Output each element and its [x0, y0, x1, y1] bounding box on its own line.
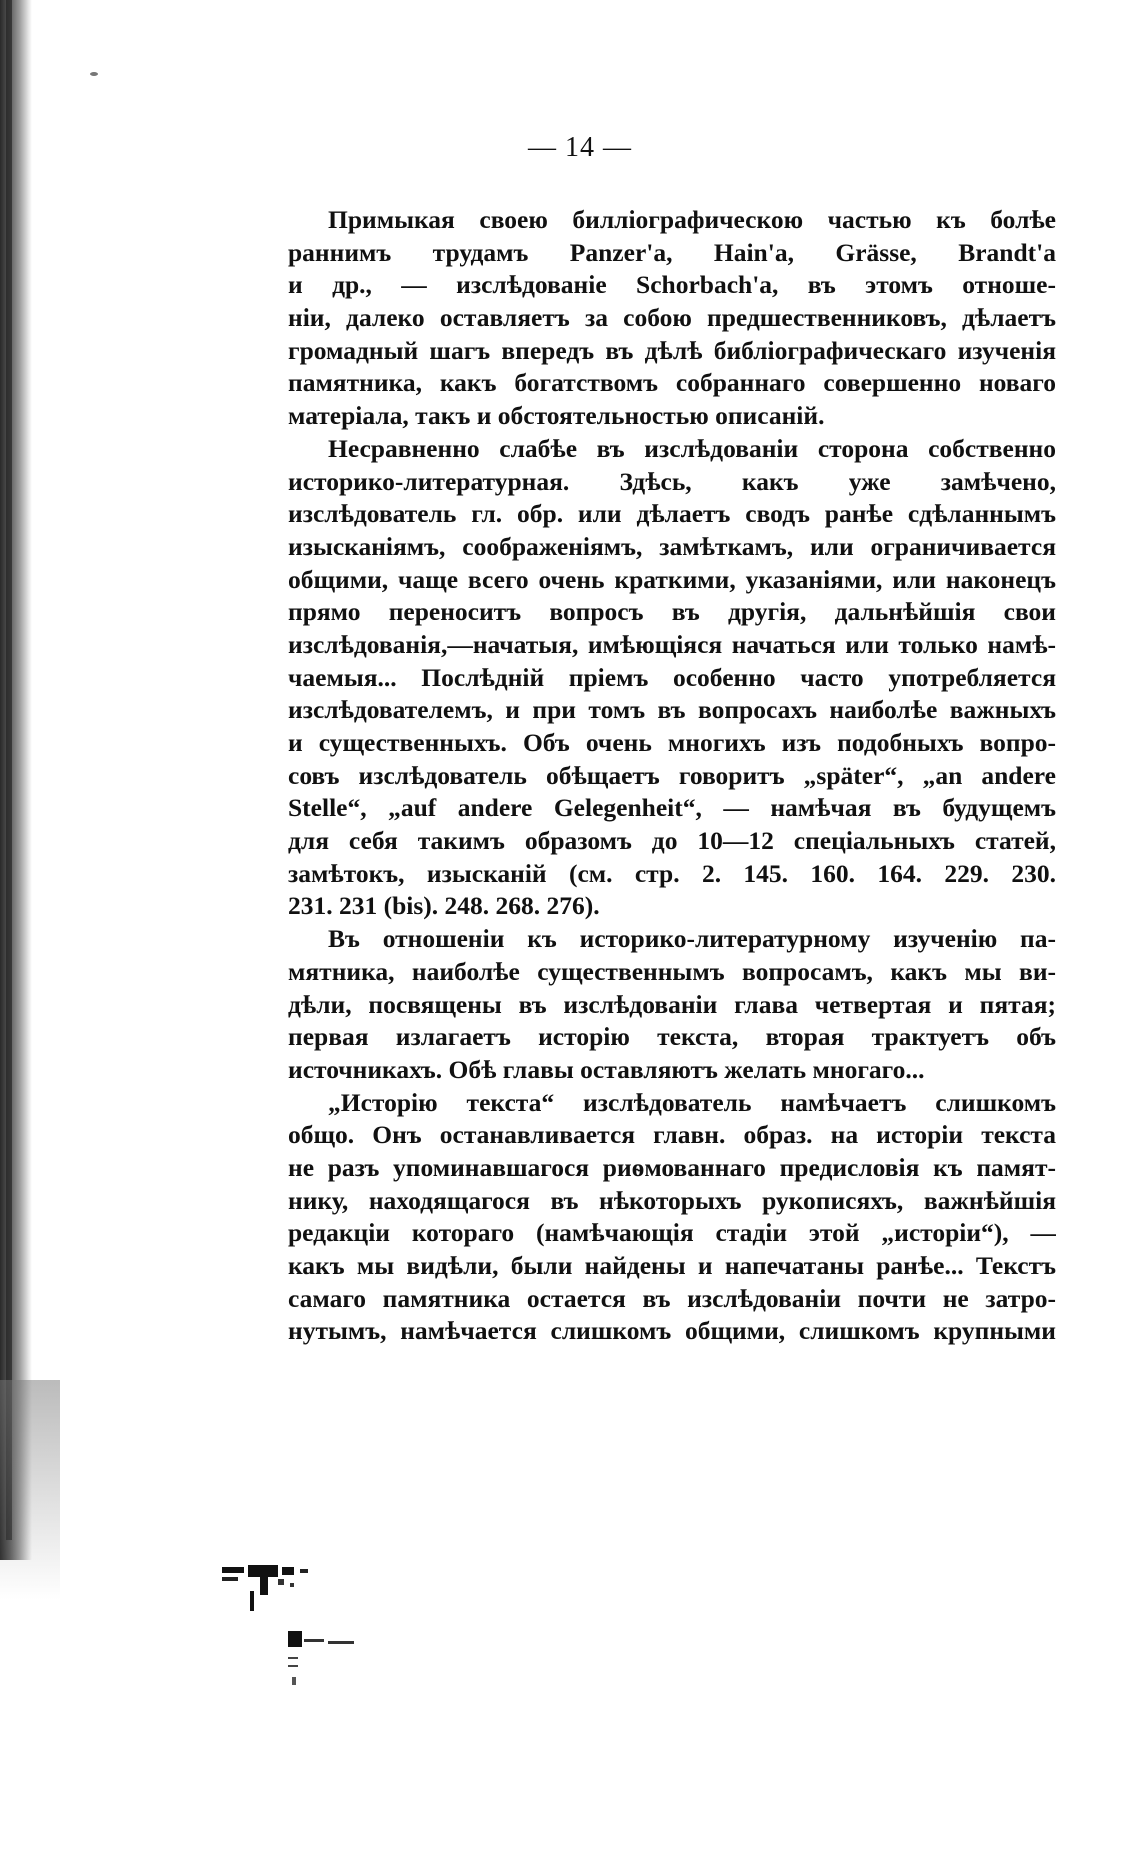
artifact-mark — [288, 1631, 302, 1647]
text-line: источникахъ. Обѣ главы оставляютъ желать многаго... — [288, 1054, 925, 1084]
text-line: прямо переноситъ вопросъ въ другія, дальнѣйшія свои — [288, 597, 1056, 627]
text-line: ніи, далеко оставляетъ за собою предшественниковъ, дѣлаетъ — [288, 303, 1056, 333]
text-line: самаго памятника остается въ изслѣдованіи почти не затро- — [288, 1283, 1056, 1313]
text-line: совъ изслѣдователь обѣщаетъ говоритъ „später“, „an andere — [288, 760, 1056, 790]
text-line: дѣли, посвящены въ изслѣдованіи глава четвертая и пятая; — [288, 989, 1056, 1019]
text-line: матеріала, такъ и обстоятельностью описаній. — [288, 401, 825, 431]
page-number: — 14 — — [528, 132, 632, 163]
text-line: Несравненно слабѣе въ изслѣдованіи сторона собственно — [328, 433, 1056, 463]
text-line: не разъ упоминавшагося риѳмованнаго предисловія къ памят- — [288, 1152, 1056, 1182]
text-line: раннимъ трудамъ Panzer'а, Hain'а, Grässe, Brandt'а — [288, 237, 1056, 267]
artifact-mark — [328, 1641, 354, 1644]
text-line: мятника, наиболѣе существеннымъ вопросамъ, какъ мы ви- — [288, 956, 1056, 986]
text-line: изслѣдователь гл. обр. или дѣлаетъ сводъ ранѣе сдѣланнымъ — [288, 499, 1056, 529]
artifact-mark — [290, 1583, 294, 1587]
text-line: громадный шагъ впередъ въ дѣлѣ библіографическаго изученія — [288, 335, 1056, 365]
body-text — [288, 204, 1056, 1348]
text-line: чаемыя... Послѣдній пріемъ особенно часто употребляется — [288, 662, 1056, 692]
text-line: 231. 231 (bis). 248. 268. 276). — [288, 891, 600, 921]
text-line: Въ отношеніи къ историко-литературному изученію па- — [328, 924, 1056, 954]
text-line: общо. Онъ останавливается главн. образ. на исторіи текста — [288, 1120, 1056, 1150]
text-line: Stelle“, „auf andere Gelegenheit“, — намѣчая въ будущемъ — [288, 793, 1056, 823]
scan-speck — [90, 72, 98, 76]
artifact-mark — [288, 1665, 298, 1667]
text-line: нутымъ, намѣчается слишкомъ общими, слишкомъ крупными — [288, 1316, 1056, 1346]
artifact-mark — [260, 1577, 268, 1595]
artifact-mark — [304, 1639, 324, 1642]
artifact-mark — [292, 1677, 296, 1685]
scan-artifact — [220, 1565, 370, 1745]
text-line: и существенныхъ. Объ очень многихъ изъ подобныхъ вопро- — [288, 728, 1056, 757]
text-line: изслѣдованія,—начатыя, имѣющіяся начаться или только намѣ- — [288, 629, 1056, 659]
text-line: историко-литературная. Здѣсь, какъ уже замѣчено, — [288, 466, 1056, 496]
text-line: изысканіямъ, соображеніямъ, замѣткамъ, или ограничивается — [288, 531, 1056, 561]
artifact-mark — [278, 1579, 284, 1585]
text-line: первая излагаетъ исторію текста, вторая трактуетъ объ — [288, 1022, 1056, 1052]
text-line: Примыкая своею билліографическою частью къ болѣе — [328, 205, 1056, 234]
text-line: нику, находящагося въ нѣкоторыхъ рукописяхъ, важнѣйшія — [288, 1185, 1056, 1215]
text-line: редакціи котораго (намѣчающія стадіи этой „исторіи“), — — [288, 1218, 1056, 1248]
text-line: для себя такимъ образомъ до 10—12 спеціальныхъ статей, — [288, 826, 1056, 856]
binding-stripe — [6, 0, 12, 1540]
text-line: какъ мы видѣли, были найдены и напечатаны ранѣе... Текстъ — [288, 1251, 1056, 1280]
text-line: замѣтокъ, изысканій (см. стр. 2. 145. 160. 164. 229. 230. — [288, 858, 1056, 888]
artifact-mark — [282, 1567, 294, 1575]
text-line: общими, чаще всего очень краткими, указаніями, или наконецъ — [288, 564, 1056, 594]
text-line: памятника, какъ богатствомъ собраннаго совершенно новаго — [288, 368, 1056, 398]
text-line: и др., — изслѣдованіе Schorbach'а, въ этомъ отноше- — [288, 270, 1056, 300]
binding-fade — [0, 1380, 60, 1600]
artifact-mark — [250, 1591, 254, 1611]
artifact-mark — [300, 1569, 308, 1573]
artifact-mark — [248, 1565, 278, 1577]
binding-shadow — [0, 0, 32, 1560]
artifact-mark — [222, 1567, 244, 1573]
text-line: изслѣдователемъ, и при томъ въ вопросахъ наиболѣе важныхъ — [288, 695, 1056, 725]
text-line: „Исторію текста“ изслѣдователь намѣчаетъ слишкомъ — [328, 1087, 1056, 1117]
artifact-mark — [222, 1577, 238, 1581]
artifact-mark — [288, 1657, 298, 1659]
